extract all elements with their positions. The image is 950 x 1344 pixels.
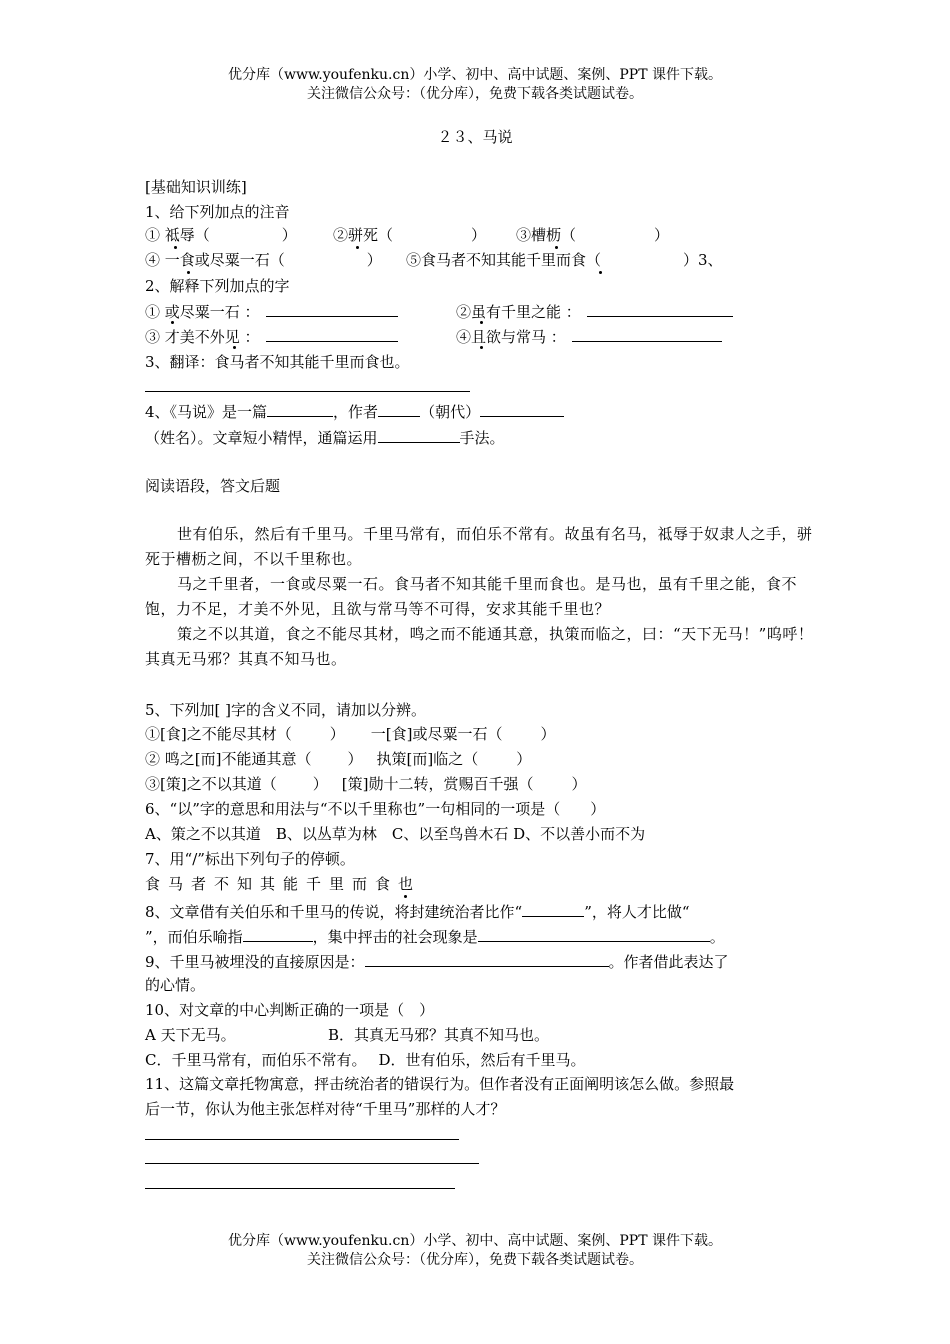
q1-a5-wrap: ⑤食马者不知其能千里而食（ ）3、: [406, 251, 723, 269]
q6-stem: 6、“以”字的意思和用法与“不以千里称也”一句相同的一项是（ ）: [145, 800, 606, 818]
q10-option-a: A 天下无马。: [145, 1026, 236, 1044]
emphasis-dot: [398, 887, 412, 893]
q1-a3-wrap: ③槽枥（ ）: [516, 226, 670, 244]
q1-a1: ① 祗辱（: [145, 226, 210, 244]
emphasis-dot: [181, 263, 195, 269]
answer-line[interactable]: [145, 1163, 479, 1164]
q11-line2: 后一节，你认为他主张怎样对待“千里马”那样的人才？: [145, 1100, 506, 1118]
q2-a2: ②虽有千里之能 ：: [456, 303, 581, 321]
passage-paragraph-1: 世有伯乐，然后有千里马。千里马常有，而伯乐不常有。故虽有名马，祗辱于奴隶人之手，骈死于槽枥之间，不以千里称也。: [145, 525, 813, 568]
footer-line-1: 优分库（www.youfenku.cn）小学、初中、高中试题、案例、PPT 课件下载。: [227, 1233, 722, 1249]
answer-blank[interactable]: [480, 400, 564, 417]
q11-line1: 11、这篇文章托物寓意，抨击统治者的错误行为。但作者没有正面阐明该怎么做。参照最: [145, 1075, 735, 1093]
q10-option-c: C．千里马常有，而伯乐不常有。: [145, 1051, 367, 1069]
q10-stem: 10、对文章的中心判断正确的一项是（ ）: [145, 1001, 435, 1019]
q2-a3: ③ 才美不外见 ：: [145, 328, 260, 346]
passage-paragraph-2: 马之千里者，一食或尽粟一石。食马者不知其能千里而食也。是马也，虽有千里之能，食不饱，力不足，才美不外见，且欲与常马等不可得，安求其能千里也？: [145, 575, 798, 618]
q10-options-cd: [145, 1050, 586, 1070]
answer-blank[interactable]: [478, 925, 710, 942]
answer-line[interactable]: [145, 1188, 455, 1189]
q9-line2: 的心情。: [145, 976, 206, 994]
answer-blank[interactable]: [267, 400, 333, 417]
q2-a4: ④且欲与常马 ：: [456, 328, 566, 346]
q2-a1: ① 或尽粟一石 ：: [145, 303, 260, 321]
answer-blank[interactable]: [266, 300, 398, 317]
q6-options: A、策之不以其道 B、以丛草为林 C、以至鸟兽木石 D、不以善小而不为: [145, 825, 646, 843]
q1-row1: ① 祗辱（ ）: [145, 226, 297, 244]
header-line-1: 优分库（www.youfenku.cn）小学、初中、高中试题、案例、PPT 课件下载。: [227, 67, 722, 83]
q1-a3: ③槽枥（: [516, 226, 577, 244]
emphasis-dot: [168, 238, 182, 244]
q10-option-d: D．世有伯乐，然后有千里马。: [378, 1051, 586, 1069]
q2-a2-wrap: [456, 300, 733, 322]
q8-line2: ”，而伯乐喻指 ，集中抨击的社会现象是 。: [145, 925, 725, 947]
q5-stem: 5、下列加[ ]字的含义不同，请加以分辨。: [145, 701, 427, 719]
q7-sentence: 食马者不知其能千里而食也: [145, 875, 422, 893]
answer-blank[interactable]: [572, 325, 722, 342]
answer-blank[interactable]: [587, 300, 733, 317]
q1-a2: ②骈死（: [333, 226, 394, 244]
q1-a5: ⑤食马者不知其能千里而食（: [406, 251, 602, 269]
answer-blank[interactable]: [243, 925, 313, 942]
emphasis-dot: [474, 313, 488, 319]
q1-stem: 1、给下列加点的注音: [145, 203, 290, 221]
q5-row3: ③[策]之不以其道（ ） [策]勋十二转，赏赐百千强（ ）: [145, 775, 587, 793]
q10-option-b: B．其真无马邪？其真不知马也。: [328, 1026, 550, 1044]
q8-line1: 8、文章借有关伯乐和千里马的传说，将封建统治者比作“ ”，将人才比做“: [145, 900, 690, 922]
answer-blank[interactable]: [378, 426, 460, 443]
answer-blank[interactable]: [266, 325, 398, 342]
q4-line2: （姓名）。文章短小精悍，通篇运用 手法。: [145, 426, 505, 448]
q5-row1: ①[食]之不能尽其材（ ） 一[食]或尽粟一石（ ）: [145, 725, 556, 743]
answer-blank[interactable]: [522, 900, 584, 917]
q2-a1-wrap: [145, 300, 398, 322]
footer-line-2: 关注微信公众号：（优分库），免费下载各类试题试卷。: [307, 1252, 643, 1268]
answer-line[interactable]: [145, 1139, 459, 1140]
emphasis-dot: [227, 338, 241, 344]
q2-a3-wrap: [145, 325, 398, 347]
q4-line1: 4、《马说》是一篇 ，作者 （朝代）: [145, 400, 564, 422]
emphasis-dot: [593, 263, 607, 269]
q2-a4-wrap: [456, 325, 722, 347]
section-heading: [基础知识训练]: [145, 178, 247, 196]
header-line-2: 关注微信公众号：（优分库），免费下载各类试题试卷。: [307, 86, 643, 102]
emphasis-dot: [549, 238, 563, 244]
answer-blank[interactable]: [365, 950, 609, 967]
emphasis-dot: [350, 238, 364, 244]
emphasis-dot: [165, 313, 179, 319]
q1-a2-wrap: ②骈死（ ）: [333, 226, 487, 244]
page-title: ２３、马说: [437, 128, 513, 146]
answer-line[interactable]: [145, 391, 470, 392]
q9-line1: 9、千里马被埋没的直接原因是： 。作者借此表达了: [145, 950, 729, 972]
emphasis-dot: [474, 338, 488, 344]
answer-blank[interactable]: [378, 400, 420, 417]
reading-heading: 阅读语段，答文后题: [145, 477, 281, 495]
q3-stem: 3、翻译：食马者不知其能千里而食也。: [145, 353, 410, 371]
q5-row2: ② 鸣之[而]不能通其意（ ） 执策[而]临之（ ）: [145, 750, 532, 768]
q1-row2: ④ 一食或尽粟一石（ ）: [145, 251, 382, 269]
q1-a4: ④ 一食或尽粟一石（: [145, 251, 285, 269]
q7-stem: 7、用“/”标出下列句子的停顿。: [145, 850, 355, 868]
q2-stem: 2、解释下列加点的字: [145, 277, 290, 295]
passage-paragraph-3: 策之不以其道，食之不能尽其材，鸣之而不能通其意，执策而临之，曰：“天下无马！”呜呼！其真无马邪？其真不知马也。: [145, 625, 814, 668]
